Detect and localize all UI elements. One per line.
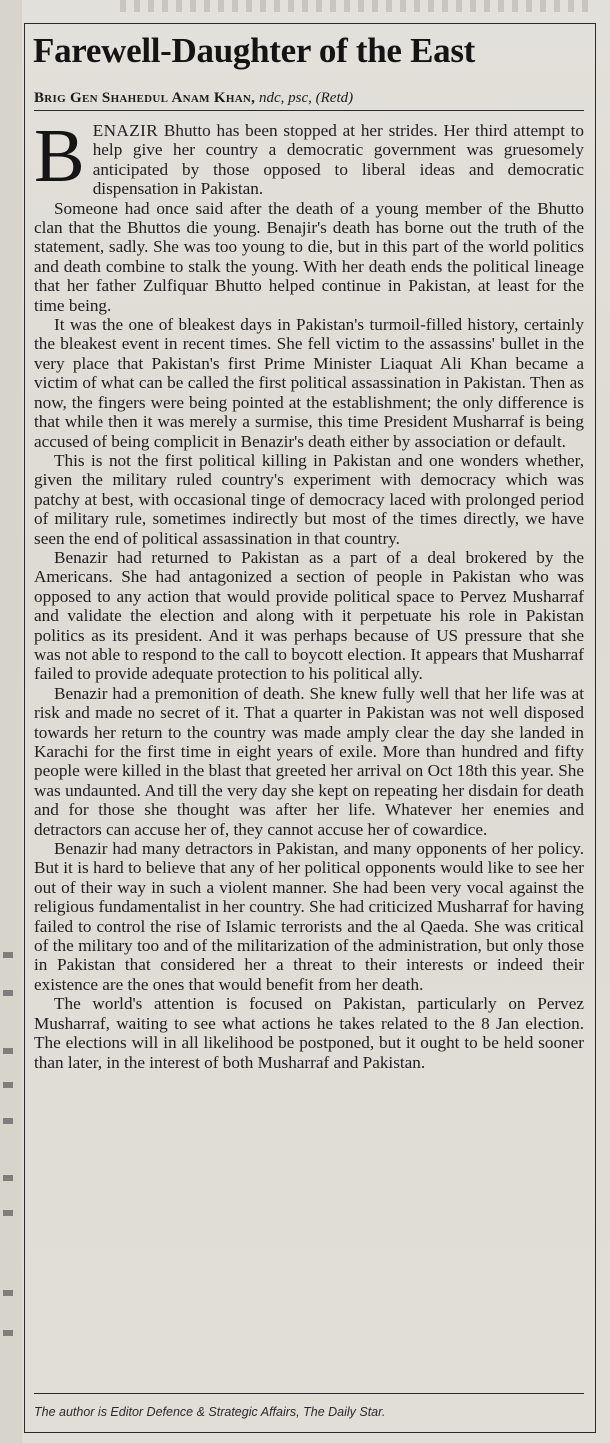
drop-cap: B <box>34 114 85 198</box>
byline <box>34 86 584 111</box>
text-fragment <box>3 1290 13 1296</box>
adjacent-column-fragment <box>0 0 22 1443</box>
paragraph-5: Benazir had returned to Pakistan as a part of a deal brokered by the Americans. She had antagonized a section of people in Pakistan who was opposed to any action that would provide political space to Pervez Musharraf and validate the election and along with it perpetuate his role in Pakistan politics as its president. And it was perhaps because of US pressure that she was not able to respond to the call to boycott election. It appears that Musharraf failed to provide adequate protection to his political ally. <box>34 547 584 684</box>
article-body <box>34 114 584 1072</box>
text-fragment <box>3 1048 13 1054</box>
paragraph-1-text: Bhutto has been stopped at her strides. Her third attempt to help give her country a democratic government was gruesomely anticipated by those opposed to liberal ideas and democratic dispensation in Pakistan. <box>92 121 584 199</box>
author-credentials: ndc, psc, (Retd) <box>258 90 354 106</box>
paragraph-7: Benazir had many detractors in Pakistan, and many opponents of her policy. But it is hard to believe that any of her political opponents would like to see her out of their way in such a violent manner. She had been very vocal against the religious fundamentalist in her country. She had criticized Musharraf for having failed to control the rise of Islamic terrorists and the al Qaeda. She was critical of the military too and of the militarization of the administration, but only those in Pakistan that considered her a threat to their interests or indeed their existence are the ones that would benefit from her death. <box>34 839 584 994</box>
text-fragment <box>3 1175 13 1181</box>
text-fragment <box>3 1210 13 1216</box>
paragraph-8: The world's attention is focused on Pakistan, particularly on Pervez Musharraf, waiting to see what actions he takes related to the 8 Jan election. The elections will in all likelihood be postponed, but it ought to be held sooner than later, in the interest of both Musharraf and Pakistan. <box>34 994 584 1072</box>
author-note: The author is Editor Defence & Strategic Affairs, The Daily Star. <box>34 1405 386 1419</box>
text-fragment <box>3 952 13 958</box>
author-name: Brig Gen Shahedul Anam Khan, <box>34 90 256 106</box>
top-bleed-through <box>120 0 590 12</box>
paragraph-6: Benazir had a premonition of death. She knew fully well that her life was at risk and made no secret of it. That a quarter in Pakistan was not well disposed towards her return to the country was made amply clear the day she landed in Karachi for the first time in eight years of exile. More than hundred and fifty people were killed in the blast that greeted her arrival on Oct 18th this year. She was undaunted. And till the very day she kept on repeating her disdain for death and for those she thought was after her life. Whatever her enemies and detractors can accuse her of, they cannot accuse her of cowardice. <box>34 683 584 839</box>
text-fragment <box>3 1118 13 1124</box>
paragraph-3: It was the one of bleakest days in Pakistan's turmoil-filled history, certainly the bleakest event in recent times. She fell victim to the assassins' bullet in the very place that Pakistan's first Prime Minister Liaquat Ali Khan became a victim of what can be called the first political assassination in Pakistan. Then as now, the fingers were being pointed at the establishment; the only difference is that while then it was merely a surmise, this time President Musharraf is being accused of being complicit in Benazir's death either by association or default. <box>34 315 584 451</box>
text-fragment <box>3 1082 13 1088</box>
text-fragment <box>3 1330 13 1336</box>
lead-in-caps: ENAZIR <box>92 121 159 140</box>
text-fragment <box>3 990 13 996</box>
paragraph-1 <box>34 114 584 199</box>
paragraph-2: Someone had once said after the death of a young member of the Bhutto clan that the Bhuttos die young. Benajir's death has borne out the truth of the statement, sadly. She was too young to die, but in this part of the world politics and death combine to stalk the young. With her death ends the political lineage that her father Zulfiquar Bhutto helped continue in Pakistan, at least for the time being. <box>34 198 584 315</box>
paragraph-4: This is not the first political killing in Pakistan and one wonders whether, given the military ruled country's experiment with democracy which was patchy at best, with occasional tinge of democracy laced with prolonged period of military rule, sometimes indirectly but most of the times directly, we have seen the end of political assassination in that country. <box>34 450 584 548</box>
headline: Farewell-Daughter of the East <box>33 31 476 70</box>
footer-divider <box>34 1393 584 1394</box>
